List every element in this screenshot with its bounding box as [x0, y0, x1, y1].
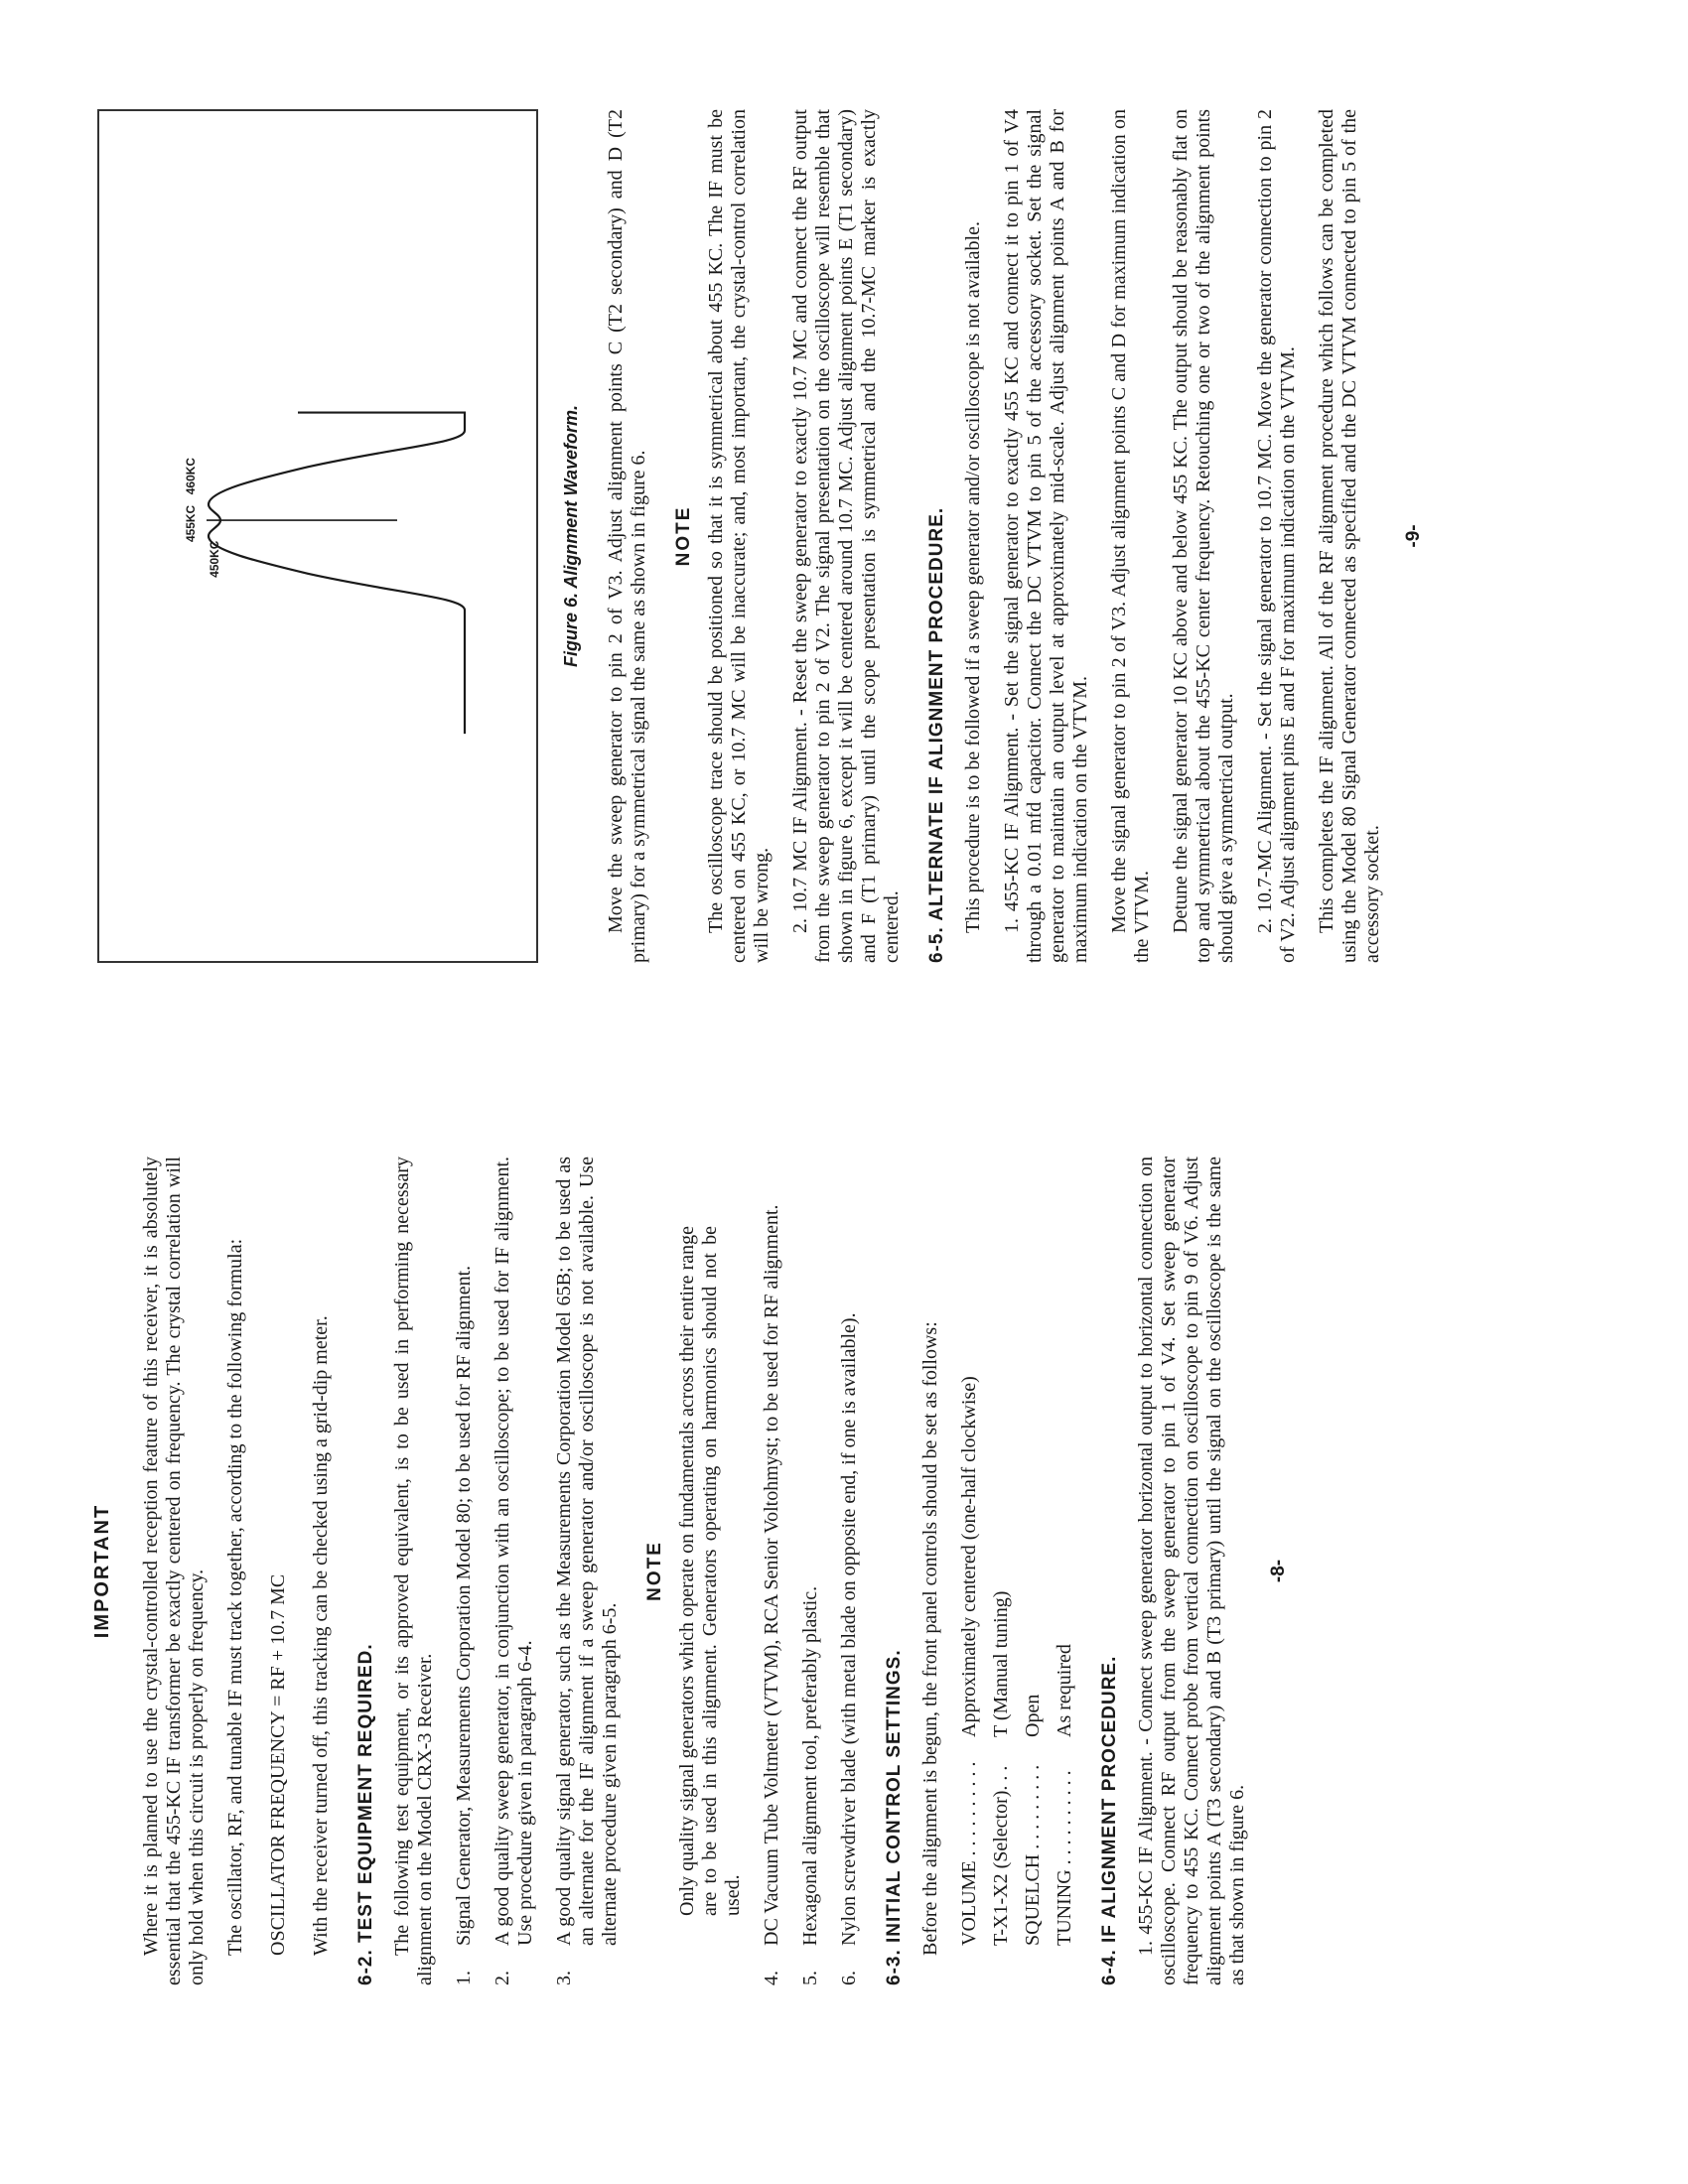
figure-caption: Figure 6. Alignment Waveform.	[561, 404, 581, 668]
waveform-diagram	[99, 111, 536, 961]
control-name: VOLUME . . . . . . . . . .	[958, 1761, 980, 1946]
control-setting-row	[1022, 1157, 1045, 1946]
oscillator-formula: OSCILLATOR FREQUENCY = RF + 10.7 MC	[267, 1573, 289, 1956]
waveform-trace	[209, 413, 465, 734]
item-number: 6.	[838, 1971, 860, 1985]
alternate-step-1: 1. 455-KC IF Alignment. - Set the signal generator to exactly 455 KC and connect it to pin 1 of V4 through a 0.01 mfd capacitor. Connect the DC VTVM to pin 5 of the accessory socket. Set the signal generator to maintain an output level at approximately mid-scale. Adjust alignment points A and B for maximum indication on the VTVM.	[1001, 109, 1091, 963]
list-item	[453, 1157, 476, 1985]
control-name: TUNING . . . . . . . . . .	[1054, 1770, 1075, 1946]
item-number: 1.	[453, 1971, 475, 1985]
item-text: Hexagonal alignment tool, preferably plastic.	[799, 1585, 821, 1946]
detune-text: Detune the signal generator 10 KC above and below 455 KC. The output should be reasonably flat on top and symmetrical about the 455-KC center frequency. Retouching one or two of the alignment points should give a symmetrical output.	[1170, 109, 1237, 963]
item-number: 2.	[492, 1971, 513, 1985]
alternate-step-2: 2. 10.7-MC Alignment. - Set the signal generator to 10.7 MC. Move the generator connection to pin 2 of V2. Adjust alignment pins E and F for maximum indication on the VTVM.	[1254, 109, 1299, 963]
control-setting-row	[1054, 1157, 1076, 1946]
list-item	[761, 1157, 783, 1985]
if-alignment-step-2: 2. 10.7 MC IF Alignment. - Reset the sweep generator to exactly 10.7 MC and connect the RF output from the sweep generator to pin 2 of V2. The signal presentation on the oscilloscope will resemble that shown in figure 6, except it will be centered around 10.7 MC. Adjust alignment points E (T1 secondary) and F (T1 primary) until the scope presentation is symmetrical and the 10.7-MC marker is exactly centered.	[789, 109, 903, 963]
item-number: 5.	[799, 1971, 821, 1985]
item-text: A good quality sweep generator, in conjunction with an oscilloscope; to be used for IF alignment. Use procedure given in paragraph 6-4.	[492, 1157, 536, 1946]
page-8-column	[0, 1157, 1290, 1985]
list-item	[553, 1157, 622, 1985]
page-8	[0, 1092, 1688, 2184]
note-title: NOTE	[644, 1541, 665, 1601]
list-item	[799, 1157, 822, 1985]
label-450kc: 450KC	[207, 540, 222, 578]
alternate-move-text: Move the signal generator to pin 2 of V3. Adjust alignment points C and D for maximum indication on the VTVM.	[1108, 109, 1153, 963]
page-number: -8-	[1268, 1559, 1289, 1583]
grid-dip-text: With the receiver turned off, this tracking can be checked using a grid-dip meter.	[310, 1315, 332, 1956]
label-455kc: 455KC	[183, 504, 199, 542]
section-6-3-intro: Before the alignment is begun, the front panel controls should be set as follows:	[919, 1321, 941, 1956]
important-title: IMPORTANT	[91, 1503, 113, 1639]
page-number: -9-	[1403, 524, 1424, 548]
list-item	[838, 1157, 861, 1985]
control-setting-row	[990, 1157, 1013, 1946]
section-6-5-heading: 6-5. ALTERNATE IF ALIGNMENT PROCEDURE.	[926, 506, 947, 963]
note-text: The oscilloscope trace should be positioned so that it is symmetrical about 455 KC. The IF must be centered on 455 KC, or 10.7 MC will be inaccurate; and, most important, the crystal-control correlation will be wrong.	[705, 109, 773, 963]
item-text: DC Vacuum Tube Voltmeter (VTVM), RCA Senior Voltohmyst; to be used for RF alignment.	[761, 1204, 782, 1946]
if-alignment-step-1: 1. 455-KC IF Alignment. - Connect sweep generator horizontal output to horizontal connection on oscilloscope. Connect RF output from the sweep generator to pin 1 of V4. Set sweep generator frequency to 455 KC. Connect probe from vertical connection on oscilloscope to pin 9 of V6. Adjust alignment points A (T3 secondary) and B (T3 primary) until the signal on the oscilloscope is the same as that shown in figure 6.	[1135, 1157, 1248, 1985]
note-text: Only quality signal generators which operate on fundamentals across their entire range are to be used in this alignment. Generators operating on harmonics should not be used.	[676, 1226, 744, 1916]
item-text: A good quality signal generator, such as the Measurements Corporation Model 65B; to be used as an alternate for the IF alignment if a sweep generator and/or oscilloscope is not available. Use alternate procedure given in paragraph 6-5.	[553, 1157, 621, 1946]
list-item	[492, 1157, 537, 1985]
section-6-5-intro: This procedure is to be followed if a sweep generator and/or oscilloscope is not available.	[962, 221, 984, 933]
alignment-waveform-figure	[97, 109, 538, 963]
section-6-2-heading: 6-2. TEST EQUIPMENT REQUIRED.	[355, 1643, 376, 1985]
page-9-column	[0, 109, 1425, 963]
move-sweep-text: Move the sweep generator to pin 2 of V3. Adjust alignment points C (T2 secondary) and D (T2 primary) for a symmetrical signal the same as shown in figure 6.	[605, 109, 649, 963]
note-title: NOTE	[673, 505, 694, 567]
item-number: 4.	[761, 1971, 782, 1985]
control-value: T (Manual tuning)	[990, 1590, 1012, 1737]
control-name: T-X1-X2 (Selector). . .	[990, 1765, 1012, 1946]
item-number: 3.	[553, 1971, 575, 1985]
control-value: Open	[1022, 1694, 1044, 1737]
control-setting-row	[958, 1157, 981, 1946]
label-460kc: 460KC	[183, 458, 199, 495]
item-text: Signal Generator, Measurements Corporation Model 80; to be used for RF alignment.	[453, 1265, 475, 1946]
test-equipment-list	[453, 1157, 622, 1985]
completes-text: This completes the IF alignment. All of the RF alignment procedure which follows can be completed using the Model 80 Signal Generator connected as specified and the DC VTVM connected to pin 5 of the accessory socket.	[1316, 109, 1383, 963]
control-name: SQUELCH . . . . . . . . .	[1022, 1764, 1044, 1946]
item-text: Nylon screwdriver blade (with metal blade on opposite end, if one is available).	[838, 1312, 860, 1946]
test-equipment-list-continued	[761, 1157, 861, 1985]
tracking-text: The oscillator, RF, and tunable IF must track together, according to the following formula:	[224, 1238, 246, 1956]
section-6-4-heading: 6-4. IF ALIGNMENT PROCEDURE.	[1099, 1655, 1120, 1985]
section-6-3-heading: 6-3. INITIAL CONTROL SETTINGS.	[884, 1649, 905, 1985]
important-text: Where it is planned to use the crystal-controlled reception feature of this receiver, it is absolutely essential that the 455-KC IF transformer be exactly centered on frequency. The crystal correlation will only hold when this circuit is properly on frequency.	[140, 1157, 208, 1985]
control-value: Approximately centered (one-half clockwise)	[958, 1376, 980, 1737]
control-value: As required	[1054, 1644, 1075, 1737]
section-6-2-intro: The following test equipment, or its approved equivalent, is to be used in performing necessary alignment on the Model CRX-3 Receiver.	[391, 1157, 436, 1985]
